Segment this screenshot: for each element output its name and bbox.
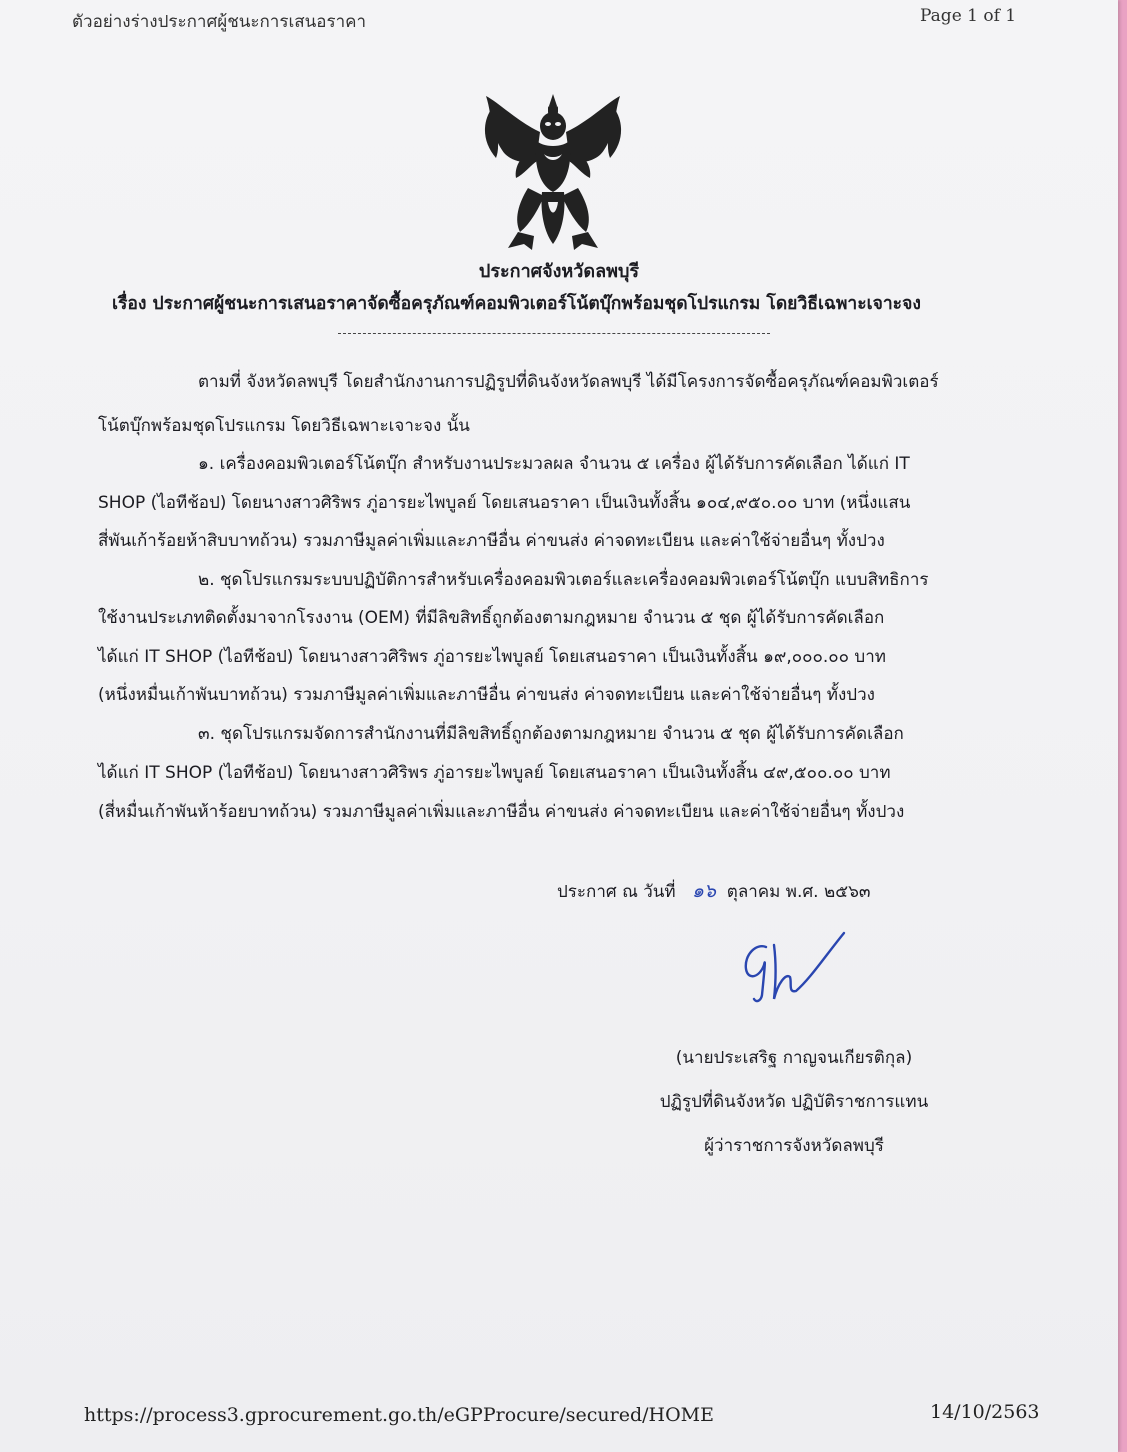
handwritten-signature-icon	[730, 925, 860, 1005]
header-draft-label: ตัวอย่างร่างประกาศผู้ชนะการเสนอราคา	[72, 12, 367, 32]
item3-line-1: ๓. ชุดโปรแกรมจัดการสำนักงานที่มีลิขสิทธิ์ถูกต้องตามกฎหมาย จำนวน ๕ ชุด ผู้ได้รับการคัดเลือก	[198, 724, 904, 744]
item3-line-3: (สี่หมื่นเก้าพันห้าร้อยบาทถ้วน) รวมภาษีมูลค่าเพิ่มและภาษีอื่น ค่าขนส่ง ค่าจดทะเบียน และค่าใช้จ่ายอื่นๆ ทั้งปวง	[98, 802, 905, 822]
date-prefix: ประกาศ ณ วันที่	[557, 882, 676, 902]
item3-line-2: ได้แก่ IT SHOP (ไอทีช้อป) โดยนางสาวศิริพร ภู่อารยะไพบูลย์ โดยเสนอราคา เป็นเงินทั้งสิ้น ๔๙,๕๐๐.๐๐ บาท	[98, 763, 891, 783]
date-month-year: ตุลาคม พ.ศ. ๒๕๖๓	[726, 882, 871, 902]
header-page-number: Page 1 of 1	[920, 6, 1017, 26]
announcement-organization: ประกาศจังหวัดลพบุรี	[478, 261, 640, 282]
item2-line-2: ใช้งานประเภทติดตั้งมาจากโรงงาน (OEM) ที่มีลิขสิทธิ์ถูกต้องตามกฎหมาย จำนวน ๕ ชุด ผู้ได้รับการคัดเลือก	[98, 608, 885, 628]
footer-url: https://process3.gprocurement.go.th/eGPProcure/secured/HOME	[84, 1404, 714, 1426]
intro-line-1: ตามที่ จังหวัดลพบุรี โดยสำนักงานการปฏิรูปที่ดินจังหวัดลพบุรี ได้มีโครงการจัดซื้อครุภัณฑ์คอมพิวเตอร์	[198, 372, 939, 392]
announcement-date	[557, 876, 870, 906]
item1-line-1: ๑. เครื่องคอมพิวเตอร์โน้ตบุ๊ก สำหรับงานประมวลผล จำนวน ๕ เครื่อง ผู้ได้รับการคัดเลือก ได้แก่ IT	[198, 454, 910, 474]
title-divider	[338, 333, 770, 334]
signatory-position-1: ปฏิรูปที่ดินจังหวัด ปฏิบัติราชการแทน	[659, 1092, 929, 1112]
item2-line-3: ได้แก่ IT SHOP (ไอทีช้อป) โดยนางสาวศิริพร ภู่อารยะไพบูลย์ โดยเสนอราคา เป็นเงินทั้งสิ้น ๑๙,๐๐๐.๐๐ บาท	[98, 647, 886, 667]
item1-line-3: สี่พันเก้าร้อยห้าสิบบาทถ้วน) รวมภาษีมูลค่าเพิ่มและภาษีอื่น ค่าขนส่ง ค่าจดทะเบียน และค่าใช้จ่ายอื่นๆ ทั้งปวง	[98, 531, 885, 551]
item2-line-1: ๒. ชุดโปรแกรมระบบปฏิบัติการสำหรับเครื่องคอมพิวเตอร์และเครื่องคอมพิวเตอร์โน้ตบุ๊ก แบบสิทธิการ	[198, 570, 929, 590]
announcement-subject: เรื่อง ประกาศผู้ชนะการเสนอราคาจัดซื้อครุภัณฑ์คอมพิวเตอร์โน้ตบุ๊กพร้อมชุดโปรแกรม โดยวิธีเฉพาะเจาะจง	[112, 294, 921, 314]
garuda-emblem-icon	[478, 92, 628, 252]
date-day-handwritten: ๑๖	[691, 880, 716, 902]
item2-line-4: (หนึ่งหมื่นเก้าพันบาทถ้วน) รวมภาษีมูลค่าเพิ่มและภาษีอื่น ค่าขนส่ง ค่าจดทะเบียน และค่าใช้จ่ายอื่นๆ ทั้งปวง	[98, 685, 875, 705]
signatory-name: (นายประเสริฐ กาญจนเกียรติกุล)	[675, 1048, 913, 1068]
item1-line-2: SHOP (ไอทีช้อป) โดยนางสาวศิริพร ภู่อารยะไพบูลย์ โดยเสนอราคา เป็นเงินทั้งสิ้น ๑๐๔,๙๕๐.๐๐ บาท (หนึ่งแสน	[98, 493, 911, 513]
intro-line-2: โน้ตบุ๊กพร้อมชุดโปรแกรม โดยวิธีเฉพาะเจาะจง นั้น	[98, 416, 470, 436]
signatory-position-2: ผู้ว่าราชการจังหวัดลพบุรี	[704, 1136, 884, 1156]
footer-date: 14/10/2563	[930, 1401, 1040, 1423]
